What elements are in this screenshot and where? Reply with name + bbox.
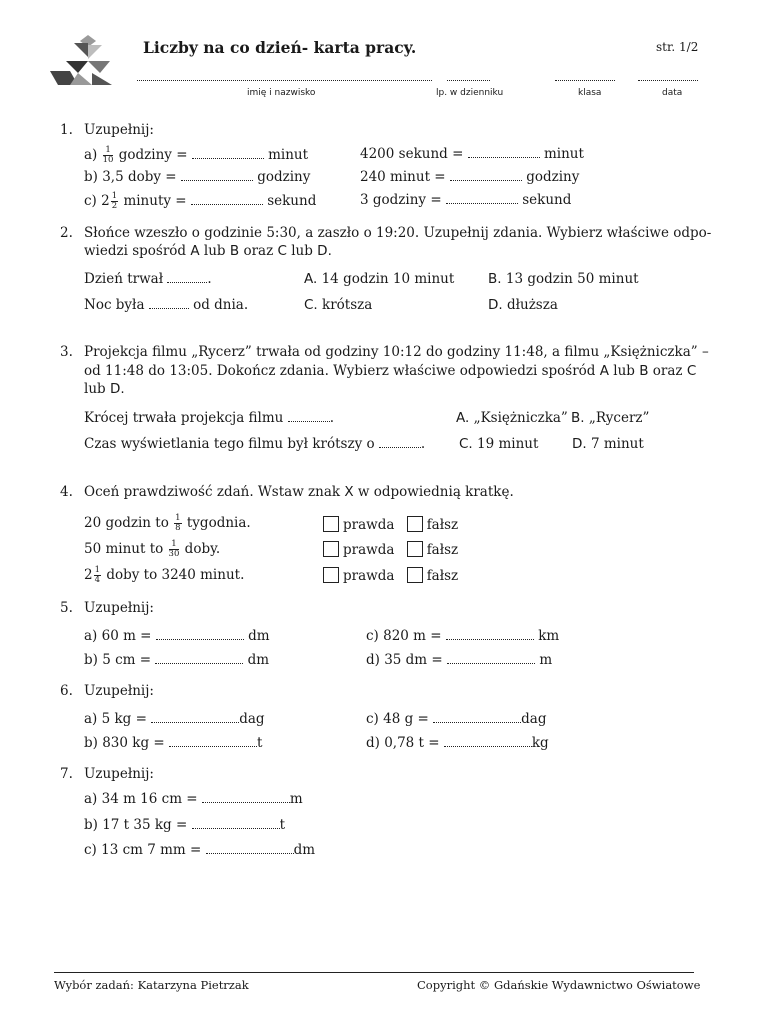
fraction: $\frac{1}{4}$ bbox=[94, 565, 101, 585]
answer-blank[interactable] bbox=[155, 653, 243, 664]
diary-number-field-line[interactable] bbox=[447, 80, 490, 81]
q1-number: 1. bbox=[60, 122, 73, 138]
q6-number: 6. bbox=[60, 683, 73, 699]
q6-item-b: b) 830 kg = t bbox=[84, 735, 263, 751]
q2-option-b: B. 13 godzin 50 minut bbox=[488, 271, 639, 287]
name-field-line[interactable] bbox=[137, 80, 432, 81]
answer-blank[interactable] bbox=[167, 272, 207, 283]
fraction: $\frac{1}{8}$ bbox=[175, 513, 181, 533]
q3-sentence-1: Krócej trwała projekcja filmu . bbox=[84, 410, 334, 426]
true-checkbox[interactable] bbox=[323, 516, 339, 532]
q2-text-line2: wiedzi spośród A lub B oraz C lub D. bbox=[84, 243, 332, 259]
answer-blank[interactable] bbox=[151, 712, 239, 723]
answer-blank[interactable] bbox=[202, 792, 290, 803]
false-checkbox[interactable] bbox=[407, 516, 423, 532]
q7-item-a: a) 34 m 16 cm = m bbox=[84, 791, 303, 807]
q3-option-d: D. 7 minut bbox=[572, 436, 644, 452]
q2-number: 2. bbox=[60, 225, 73, 241]
true-checkbox[interactable] bbox=[323, 541, 339, 557]
q1-row-c-right: 3 godziny = sekund bbox=[360, 192, 572, 208]
footer-author: Wybór zadań: Katarzyna Pietrzak bbox=[54, 978, 249, 992]
date-field-line[interactable] bbox=[638, 80, 698, 81]
q3-option-a: A. „Księżniczka” bbox=[456, 410, 568, 426]
page-number: str. 1/2 bbox=[656, 40, 699, 54]
field-label-diary-number: lp. w dzienniku bbox=[436, 88, 504, 98]
q5-item-a: a) 60 m = dm bbox=[84, 628, 270, 644]
answer-blank[interactable] bbox=[288, 411, 330, 422]
fraction: $\frac{1}{10}$ bbox=[102, 145, 114, 165]
q3-text-line2: od 11:48 do 13:05. Dokończ zdania. Wybierz właściwe odpowiedzi spośród A lub B oraz C bbox=[84, 363, 697, 379]
q6-title: Uzupełnij: bbox=[84, 683, 154, 699]
answer-blank[interactable] bbox=[192, 148, 264, 159]
answer-blank[interactable] bbox=[446, 629, 534, 640]
q4-statement-3: 2 $\frac{1}{4}$ doby to 3240 minut. bbox=[84, 565, 245, 585]
q4-row3-choices: prawda fałsz bbox=[323, 567, 458, 584]
false-checkbox[interactable] bbox=[407, 567, 423, 583]
q2-text-line1: Słońce wzeszło o godzinie 5:30, a zaszło o 19:20. Uzupełnij zdania. Wybierz właściwe odpo- bbox=[84, 225, 712, 241]
q7-title: Uzupełnij: bbox=[84, 766, 154, 782]
field-label-name: imię i nazwisko bbox=[247, 88, 316, 98]
q1-row-a-right: 4200 sekund = minut bbox=[360, 146, 584, 162]
answer-blank[interactable] bbox=[446, 193, 518, 204]
page-title: Liczby na co dzień- karta pracy. bbox=[143, 38, 417, 57]
fraction: $\frac{1}{30}$ bbox=[168, 539, 180, 559]
answer-blank[interactable] bbox=[444, 736, 532, 747]
answer-blank[interactable] bbox=[433, 712, 521, 723]
answer-blank[interactable] bbox=[156, 629, 244, 640]
answer-blank[interactable] bbox=[468, 147, 540, 158]
field-label-class: klasa bbox=[578, 88, 602, 98]
answer-blank[interactable] bbox=[206, 843, 294, 854]
q3-option-b: B. „Rycerz” bbox=[571, 410, 650, 426]
q5-item-b: b) 5 cm = dm bbox=[84, 652, 270, 668]
q4-statement-1: 20 godzin to $\frac{1}{8}$ tygodnia. bbox=[84, 513, 251, 533]
q7-item-c: c) 13 cm 7 mm = dm bbox=[84, 842, 316, 858]
answer-blank[interactable] bbox=[379, 437, 421, 448]
q2-sentence-2: Noc była od dnia. bbox=[84, 297, 249, 313]
class-field-line[interactable] bbox=[555, 80, 615, 81]
answer-blank[interactable] bbox=[169, 736, 257, 747]
q4-title: Oceń prawdziwość zdań. Wstaw znak X w odpowiednią kratkę. bbox=[84, 484, 514, 500]
true-checkbox[interactable] bbox=[323, 567, 339, 583]
q1-row-a-left: a) $\frac{1}{10}$ godziny = minut bbox=[84, 145, 309, 165]
answer-blank[interactable] bbox=[450, 170, 522, 181]
answer-blank[interactable] bbox=[149, 298, 189, 309]
q6-item-c: c) 48 g = dag bbox=[366, 711, 547, 727]
q3-text-line3: lub D. bbox=[84, 381, 125, 397]
publisher-logo bbox=[48, 33, 114, 87]
q2-option-a: A. 14 godzin 10 minut bbox=[304, 271, 455, 287]
answer-blank[interactable] bbox=[191, 194, 263, 205]
q4-number: 4. bbox=[60, 484, 73, 500]
q2-option-d: D. dłuższa bbox=[488, 297, 558, 313]
q4-row2-choices: prawda fałsz bbox=[323, 541, 458, 558]
footer-rule bbox=[54, 972, 694, 973]
q1-row-b-left: b) 3,5 doby = godziny bbox=[84, 169, 311, 185]
footer-copyright: Copyright © Gdańskie Wydawnictwo Oświatowe bbox=[417, 978, 701, 992]
fraction: $\frac{1}{2}$ bbox=[111, 191, 118, 211]
q5-item-d: d) 35 dm = m bbox=[366, 652, 553, 668]
q4-row1-choices: prawda fałsz bbox=[323, 516, 458, 533]
q3-text-line1: Projekcja filmu „Rycerz” trwała od godziny 10:12 do godziny 11:48, a filmu „Księżniczka” – bbox=[84, 344, 709, 360]
q4-statement-2: 50 minut to $\frac{1}{30}$ doby. bbox=[84, 539, 221, 559]
q3-number: 3. bbox=[60, 344, 73, 360]
answer-blank[interactable] bbox=[181, 170, 253, 181]
answer-blank[interactable] bbox=[447, 653, 535, 664]
q1-row-b-right: 240 minut = godziny bbox=[360, 169, 580, 185]
q5-item-c: c) 820 m = km bbox=[366, 628, 560, 644]
q3-sentence-2: Czas wyświetlania tego filmu był krótszy o . bbox=[84, 436, 426, 452]
q2-sentence-1: Dzień trwał . bbox=[84, 271, 212, 287]
q1-title: Uzupełnij: bbox=[84, 122, 154, 138]
false-checkbox[interactable] bbox=[407, 541, 423, 557]
q1-row-c-left: c) 2 $\frac{1}{2}$ minuty = sekund bbox=[84, 191, 317, 211]
q5-number: 5. bbox=[60, 600, 73, 616]
answer-blank[interactable] bbox=[192, 818, 280, 829]
q7-item-b: b) 17 t 35 kg = t bbox=[84, 817, 286, 833]
q5-title: Uzupełnij: bbox=[84, 600, 154, 616]
field-label-date: data bbox=[662, 88, 683, 98]
q7-number: 7. bbox=[60, 766, 73, 782]
q6-item-a: a) 5 kg = dag bbox=[84, 711, 265, 727]
q6-item-d: d) 0,78 t = kg bbox=[366, 735, 549, 751]
q2-option-c: C. krótsza bbox=[304, 297, 373, 313]
q3-option-c: C. 19 minut bbox=[459, 436, 539, 452]
